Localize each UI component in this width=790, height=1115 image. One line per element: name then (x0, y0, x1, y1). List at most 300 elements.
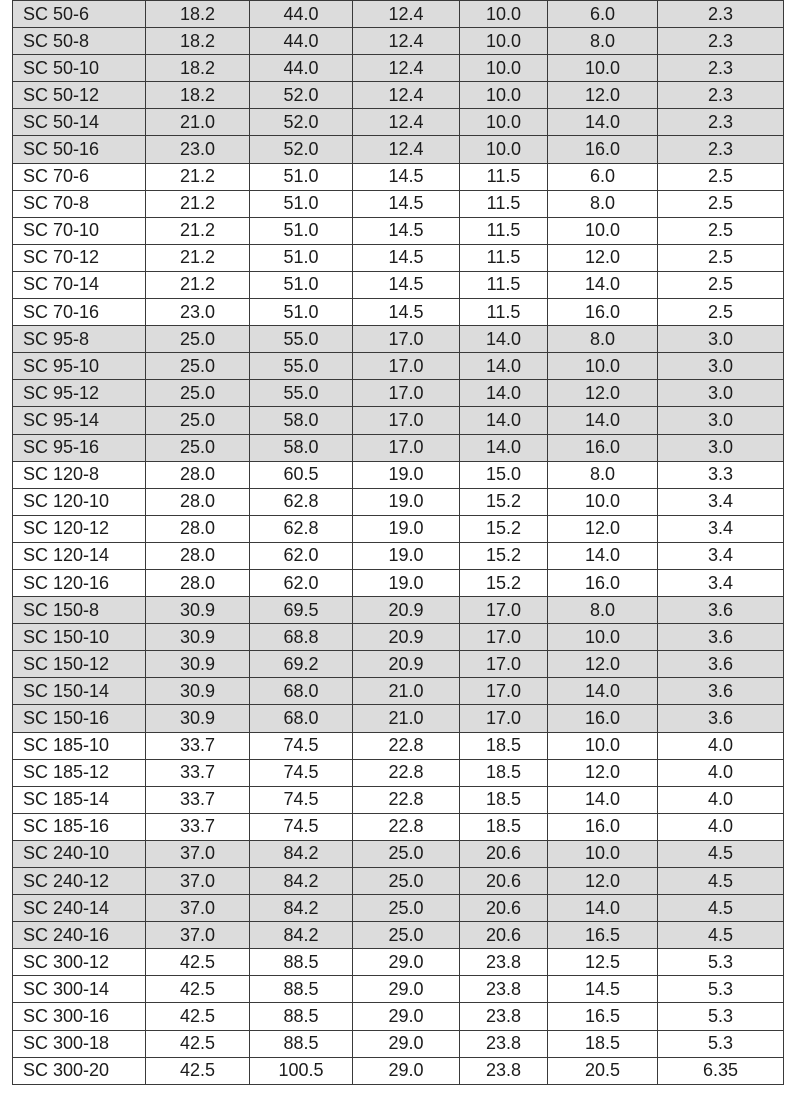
dim-cell: 6.0 (548, 1, 658, 28)
dim-cell: 21.2 (146, 190, 250, 217)
dim-cell: 18.5 (460, 813, 548, 840)
dim-cell: 23.8 (460, 1030, 548, 1057)
dim-cell: 18.2 (146, 28, 250, 55)
dim-cell: 12.0 (548, 868, 658, 895)
dim-cell: 5.3 (658, 976, 784, 1003)
table-row (13, 705, 784, 732)
dim-cell: 20.6 (460, 840, 548, 867)
dim-cell: 68.8 (250, 624, 353, 651)
dim-cell: 3.4 (658, 569, 784, 596)
dim-cell: 3.0 (658, 407, 784, 434)
dim-cell: 21.0 (146, 109, 250, 136)
dim-cell: 22.8 (353, 759, 460, 786)
table-row (13, 299, 784, 326)
model-cell: SC 240-12 (13, 868, 146, 895)
model-cell: SC 150-16 (13, 705, 146, 732)
dim-cell: 25.0 (353, 895, 460, 922)
dim-cell: 10.0 (460, 28, 548, 55)
dim-cell: 6.35 (658, 1057, 784, 1084)
table-row (13, 1003, 784, 1030)
table-row (13, 82, 784, 109)
dim-cell: 23.0 (146, 299, 250, 326)
dim-cell: 12.0 (548, 82, 658, 109)
dim-cell: 16.0 (548, 813, 658, 840)
dim-cell: 17.0 (460, 705, 548, 732)
dim-cell: 10.0 (548, 840, 658, 867)
dim-cell: 62.0 (250, 569, 353, 596)
dim-cell: 62.0 (250, 542, 353, 569)
dim-cell: 10.0 (460, 82, 548, 109)
model-cell: SC 300-16 (13, 1003, 146, 1030)
dim-cell: 68.0 (250, 678, 353, 705)
dim-cell: 17.0 (353, 407, 460, 434)
table-row (13, 1, 784, 28)
dim-cell: 33.7 (146, 759, 250, 786)
dim-cell: 6.0 (548, 163, 658, 190)
dim-cell: 2.3 (658, 109, 784, 136)
dim-cell: 4.0 (658, 786, 784, 813)
dim-cell: 100.5 (250, 1057, 353, 1084)
dim-cell: 16.5 (548, 1003, 658, 1030)
dim-cell: 23.8 (460, 976, 548, 1003)
dim-cell: 21.2 (146, 271, 250, 298)
model-cell: SC 120-8 (13, 461, 146, 488)
model-cell: SC 70-6 (13, 163, 146, 190)
dim-cell: 17.0 (353, 353, 460, 380)
dim-cell: 14.0 (548, 786, 658, 813)
dim-cell: 16.0 (548, 136, 658, 163)
model-cell: SC 150-10 (13, 624, 146, 651)
dim-cell: 14.0 (548, 271, 658, 298)
dim-cell: 33.7 (146, 813, 250, 840)
dim-cell: 22.8 (353, 813, 460, 840)
dim-cell: 29.0 (353, 1003, 460, 1030)
table-row (13, 1057, 784, 1084)
dim-cell: 17.0 (353, 380, 460, 407)
model-cell: SC 50-12 (13, 82, 146, 109)
dim-cell: 8.0 (548, 190, 658, 217)
dim-cell: 2.5 (658, 217, 784, 244)
model-cell: SC 185-14 (13, 786, 146, 813)
dim-cell: 37.0 (146, 840, 250, 867)
dim-cell: 14.5 (353, 190, 460, 217)
table-row (13, 488, 784, 515)
table-row (13, 217, 784, 244)
dim-cell: 2.3 (658, 55, 784, 82)
dim-cell: 62.8 (250, 488, 353, 515)
dim-cell: 55.0 (250, 380, 353, 407)
table-row (13, 678, 784, 705)
dim-cell: 2.5 (658, 190, 784, 217)
dim-cell: 3.6 (658, 651, 784, 678)
dim-cell: 22.8 (353, 732, 460, 759)
dim-cell: 3.4 (658, 488, 784, 515)
dim-cell: 17.0 (460, 624, 548, 651)
dim-cell: 51.0 (250, 190, 353, 217)
dim-cell: 5.3 (658, 949, 784, 976)
dim-cell: 84.2 (250, 895, 353, 922)
dim-cell: 12.4 (353, 28, 460, 55)
dim-cell: 14.5 (353, 299, 460, 326)
spec-table-body (13, 1, 784, 1085)
table-row (13, 380, 784, 407)
dim-cell: 30.9 (146, 624, 250, 651)
table-row (13, 786, 784, 813)
dim-cell: 16.0 (548, 434, 658, 461)
table-row (13, 109, 784, 136)
dim-cell: 8.0 (548, 28, 658, 55)
model-cell: SC 150-12 (13, 651, 146, 678)
dim-cell: 18.5 (460, 786, 548, 813)
dim-cell: 22.8 (353, 786, 460, 813)
model-cell: SC 50-16 (13, 136, 146, 163)
dim-cell: 28.0 (146, 515, 250, 542)
dim-cell: 14.0 (460, 407, 548, 434)
table-row (13, 976, 784, 1003)
dim-cell: 42.5 (146, 1057, 250, 1084)
model-cell: SC 95-10 (13, 353, 146, 380)
dim-cell: 52.0 (250, 82, 353, 109)
dim-cell: 21.2 (146, 244, 250, 271)
dim-cell: 44.0 (250, 28, 353, 55)
dim-cell: 14.5 (353, 163, 460, 190)
model-cell: SC 300-14 (13, 976, 146, 1003)
dim-cell: 30.9 (146, 651, 250, 678)
dim-cell: 12.0 (548, 244, 658, 271)
dim-cell: 4.0 (658, 813, 784, 840)
dim-cell: 28.0 (146, 461, 250, 488)
dim-cell: 11.5 (460, 244, 548, 271)
dim-cell: 14.5 (353, 217, 460, 244)
table-row (13, 515, 784, 542)
dim-cell: 29.0 (353, 1057, 460, 1084)
dim-cell: 88.5 (250, 949, 353, 976)
model-cell: SC 185-16 (13, 813, 146, 840)
dim-cell: 14.0 (460, 380, 548, 407)
table-row (13, 732, 784, 759)
table-row (13, 840, 784, 867)
dim-cell: 19.0 (353, 515, 460, 542)
dim-cell: 20.9 (353, 624, 460, 651)
dim-cell: 12.0 (548, 380, 658, 407)
dim-cell: 20.9 (353, 597, 460, 624)
dim-cell: 58.0 (250, 434, 353, 461)
table-row (13, 407, 784, 434)
dim-cell: 5.3 (658, 1003, 784, 1030)
dim-cell: 18.2 (146, 55, 250, 82)
model-cell: SC 300-18 (13, 1030, 146, 1057)
dim-cell: 12.4 (353, 55, 460, 82)
dim-cell: 10.0 (460, 1, 548, 28)
spec-table (12, 0, 784, 1085)
dim-cell: 4.5 (658, 868, 784, 895)
dim-cell: 11.5 (460, 299, 548, 326)
dim-cell: 74.5 (250, 732, 353, 759)
dim-cell: 15.2 (460, 542, 548, 569)
dim-cell: 2.5 (658, 163, 784, 190)
model-cell: SC 240-14 (13, 895, 146, 922)
dim-cell: 3.6 (658, 678, 784, 705)
dim-cell: 3.3 (658, 461, 784, 488)
dim-cell: 14.0 (460, 353, 548, 380)
dim-cell: 10.0 (548, 55, 658, 82)
dim-cell: 11.5 (460, 217, 548, 244)
dim-cell: 15.2 (460, 488, 548, 515)
dim-cell: 10.0 (548, 488, 658, 515)
model-cell: SC 95-8 (13, 326, 146, 353)
dim-cell: 18.5 (460, 732, 548, 759)
dim-cell: 11.5 (460, 190, 548, 217)
dim-cell: 68.0 (250, 705, 353, 732)
dim-cell: 21.0 (353, 705, 460, 732)
dim-cell: 25.0 (146, 407, 250, 434)
dim-cell: 10.0 (548, 217, 658, 244)
table-row (13, 434, 784, 461)
dim-cell: 11.5 (460, 271, 548, 298)
dim-cell: 25.0 (146, 353, 250, 380)
dim-cell: 8.0 (548, 597, 658, 624)
dim-cell: 2.5 (658, 244, 784, 271)
dim-cell: 10.0 (548, 353, 658, 380)
dim-cell: 10.0 (460, 55, 548, 82)
dim-cell: 8.0 (548, 326, 658, 353)
model-cell: SC 120-14 (13, 542, 146, 569)
dim-cell: 19.0 (353, 461, 460, 488)
dim-cell: 3.0 (658, 353, 784, 380)
table-row (13, 136, 784, 163)
dim-cell: 20.6 (460, 922, 548, 949)
dim-cell: 17.0 (353, 326, 460, 353)
dim-cell: 14.5 (353, 244, 460, 271)
model-cell: SC 70-12 (13, 244, 146, 271)
model-cell: SC 70-8 (13, 190, 146, 217)
table-row (13, 271, 784, 298)
dim-cell: 16.0 (548, 299, 658, 326)
dim-cell: 23.8 (460, 949, 548, 976)
model-cell: SC 50-8 (13, 28, 146, 55)
dim-cell: 52.0 (250, 109, 353, 136)
dim-cell: 14.5 (548, 976, 658, 1003)
dim-cell: 17.0 (460, 597, 548, 624)
model-cell: SC 300-20 (13, 1057, 146, 1084)
dim-cell: 51.0 (250, 217, 353, 244)
dim-cell: 69.5 (250, 597, 353, 624)
dim-cell: 5.3 (658, 1030, 784, 1057)
table-row (13, 759, 784, 786)
dim-cell: 12.4 (353, 109, 460, 136)
table-row (13, 895, 784, 922)
dim-cell: 37.0 (146, 868, 250, 895)
dim-cell: 17.0 (460, 678, 548, 705)
dim-cell: 15.0 (460, 461, 548, 488)
dim-cell: 10.0 (548, 732, 658, 759)
dim-cell: 2.5 (658, 299, 784, 326)
dim-cell: 60.5 (250, 461, 353, 488)
dim-cell: 84.2 (250, 840, 353, 867)
dim-cell: 3.4 (658, 542, 784, 569)
dim-cell: 88.5 (250, 1030, 353, 1057)
dim-cell: 28.0 (146, 542, 250, 569)
dim-cell: 12.4 (353, 82, 460, 109)
dim-cell: 74.5 (250, 813, 353, 840)
model-cell: SC 70-10 (13, 217, 146, 244)
dim-cell: 14.5 (353, 271, 460, 298)
model-cell: SC 150-8 (13, 597, 146, 624)
table-row (13, 868, 784, 895)
dim-cell: 17.0 (460, 651, 548, 678)
dim-cell: 12.0 (548, 759, 658, 786)
dim-cell: 15.2 (460, 515, 548, 542)
dim-cell: 58.0 (250, 407, 353, 434)
model-cell: SC 120-12 (13, 515, 146, 542)
model-cell: SC 300-12 (13, 949, 146, 976)
dim-cell: 51.0 (250, 244, 353, 271)
table-row (13, 949, 784, 976)
model-cell: SC 50-10 (13, 55, 146, 82)
dim-cell: 33.7 (146, 732, 250, 759)
table-row (13, 163, 784, 190)
model-cell: SC 95-16 (13, 434, 146, 461)
model-cell: SC 240-16 (13, 922, 146, 949)
dim-cell: 25.0 (146, 380, 250, 407)
model-cell: SC 95-12 (13, 380, 146, 407)
table-row (13, 1030, 784, 1057)
dim-cell: 23.0 (146, 136, 250, 163)
dim-cell: 2.5 (658, 271, 784, 298)
dim-cell: 69.2 (250, 651, 353, 678)
dim-cell: 11.5 (460, 163, 548, 190)
model-cell: SC 70-16 (13, 299, 146, 326)
dim-cell: 33.7 (146, 786, 250, 813)
dim-cell: 4.5 (658, 840, 784, 867)
model-cell: SC 185-10 (13, 732, 146, 759)
dim-cell: 42.5 (146, 949, 250, 976)
dim-cell: 25.0 (146, 434, 250, 461)
dim-cell: 28.0 (146, 569, 250, 596)
dim-cell: 30.9 (146, 678, 250, 705)
dim-cell: 14.0 (460, 434, 548, 461)
dim-cell: 23.8 (460, 1003, 548, 1030)
model-cell: SC 120-10 (13, 488, 146, 515)
dim-cell: 2.3 (658, 136, 784, 163)
model-cell: SC 50-14 (13, 109, 146, 136)
table-row (13, 542, 784, 569)
dim-cell: 4.0 (658, 732, 784, 759)
dim-cell: 51.0 (250, 299, 353, 326)
dim-cell: 25.0 (353, 922, 460, 949)
dim-cell: 12.0 (548, 651, 658, 678)
table-row (13, 353, 784, 380)
dim-cell: 30.9 (146, 597, 250, 624)
dim-cell: 12.0 (548, 515, 658, 542)
dim-cell: 42.5 (146, 1003, 250, 1030)
dim-cell: 29.0 (353, 949, 460, 976)
dim-cell: 14.0 (548, 109, 658, 136)
dim-cell: 3.0 (658, 380, 784, 407)
dim-cell: 8.0 (548, 461, 658, 488)
dim-cell: 25.0 (353, 840, 460, 867)
dim-cell: 3.4 (658, 515, 784, 542)
table-row (13, 624, 784, 651)
dim-cell: 44.0 (250, 55, 353, 82)
table-row (13, 55, 784, 82)
dim-cell: 21.2 (146, 217, 250, 244)
model-cell: SC 120-16 (13, 569, 146, 596)
dim-cell: 4.0 (658, 759, 784, 786)
model-cell: SC 240-10 (13, 840, 146, 867)
dim-cell: 74.5 (250, 786, 353, 813)
dim-cell: 16.5 (548, 922, 658, 949)
dim-cell: 88.5 (250, 1003, 353, 1030)
table-row (13, 922, 784, 949)
table-row (13, 651, 784, 678)
dim-cell: 20.9 (353, 651, 460, 678)
dim-cell: 30.9 (146, 705, 250, 732)
model-cell: SC 95-14 (13, 407, 146, 434)
dim-cell: 10.0 (460, 109, 548, 136)
dim-cell: 3.0 (658, 434, 784, 461)
dim-cell: 62.8 (250, 515, 353, 542)
dim-cell: 12.4 (353, 136, 460, 163)
dim-cell: 14.0 (548, 542, 658, 569)
dim-cell: 2.3 (658, 28, 784, 55)
dim-cell: 2.3 (658, 82, 784, 109)
model-cell: SC 150-14 (13, 678, 146, 705)
dim-cell: 52.0 (250, 136, 353, 163)
model-cell: SC 185-12 (13, 759, 146, 786)
dim-cell: 55.0 (250, 326, 353, 353)
dim-cell: 51.0 (250, 271, 353, 298)
dim-cell: 44.0 (250, 1, 353, 28)
dim-cell: 42.5 (146, 1030, 250, 1057)
dim-cell: 3.6 (658, 624, 784, 651)
dim-cell: 25.0 (353, 868, 460, 895)
dim-cell: 42.5 (146, 976, 250, 1003)
dim-cell: 19.0 (353, 488, 460, 515)
dim-cell: 3.0 (658, 326, 784, 353)
dim-cell: 19.0 (353, 569, 460, 596)
dim-cell: 16.0 (548, 705, 658, 732)
dim-cell: 4.5 (658, 922, 784, 949)
dim-cell: 12.4 (353, 1, 460, 28)
dim-cell: 14.0 (548, 678, 658, 705)
dim-cell: 20.6 (460, 895, 548, 922)
dim-cell: 3.6 (658, 705, 784, 732)
dim-cell: 10.0 (548, 624, 658, 651)
dim-cell: 18.2 (146, 1, 250, 28)
dim-cell: 20.6 (460, 868, 548, 895)
dim-cell: 3.6 (658, 597, 784, 624)
dim-cell: 16.0 (548, 569, 658, 596)
dim-cell: 4.5 (658, 895, 784, 922)
table-row (13, 461, 784, 488)
dim-cell: 74.5 (250, 759, 353, 786)
dim-cell: 12.5 (548, 949, 658, 976)
dim-cell: 17.0 (353, 434, 460, 461)
dim-cell: 37.0 (146, 895, 250, 922)
dim-cell: 55.0 (250, 353, 353, 380)
table-row (13, 244, 784, 271)
dim-cell: 19.0 (353, 542, 460, 569)
dim-cell: 84.2 (250, 922, 353, 949)
dim-cell: 51.0 (250, 163, 353, 190)
dim-cell: 23.8 (460, 1057, 548, 1084)
table-row (13, 326, 784, 353)
dim-cell: 84.2 (250, 868, 353, 895)
model-cell: SC 50-6 (13, 1, 146, 28)
dim-cell: 18.2 (146, 82, 250, 109)
table-row (13, 813, 784, 840)
